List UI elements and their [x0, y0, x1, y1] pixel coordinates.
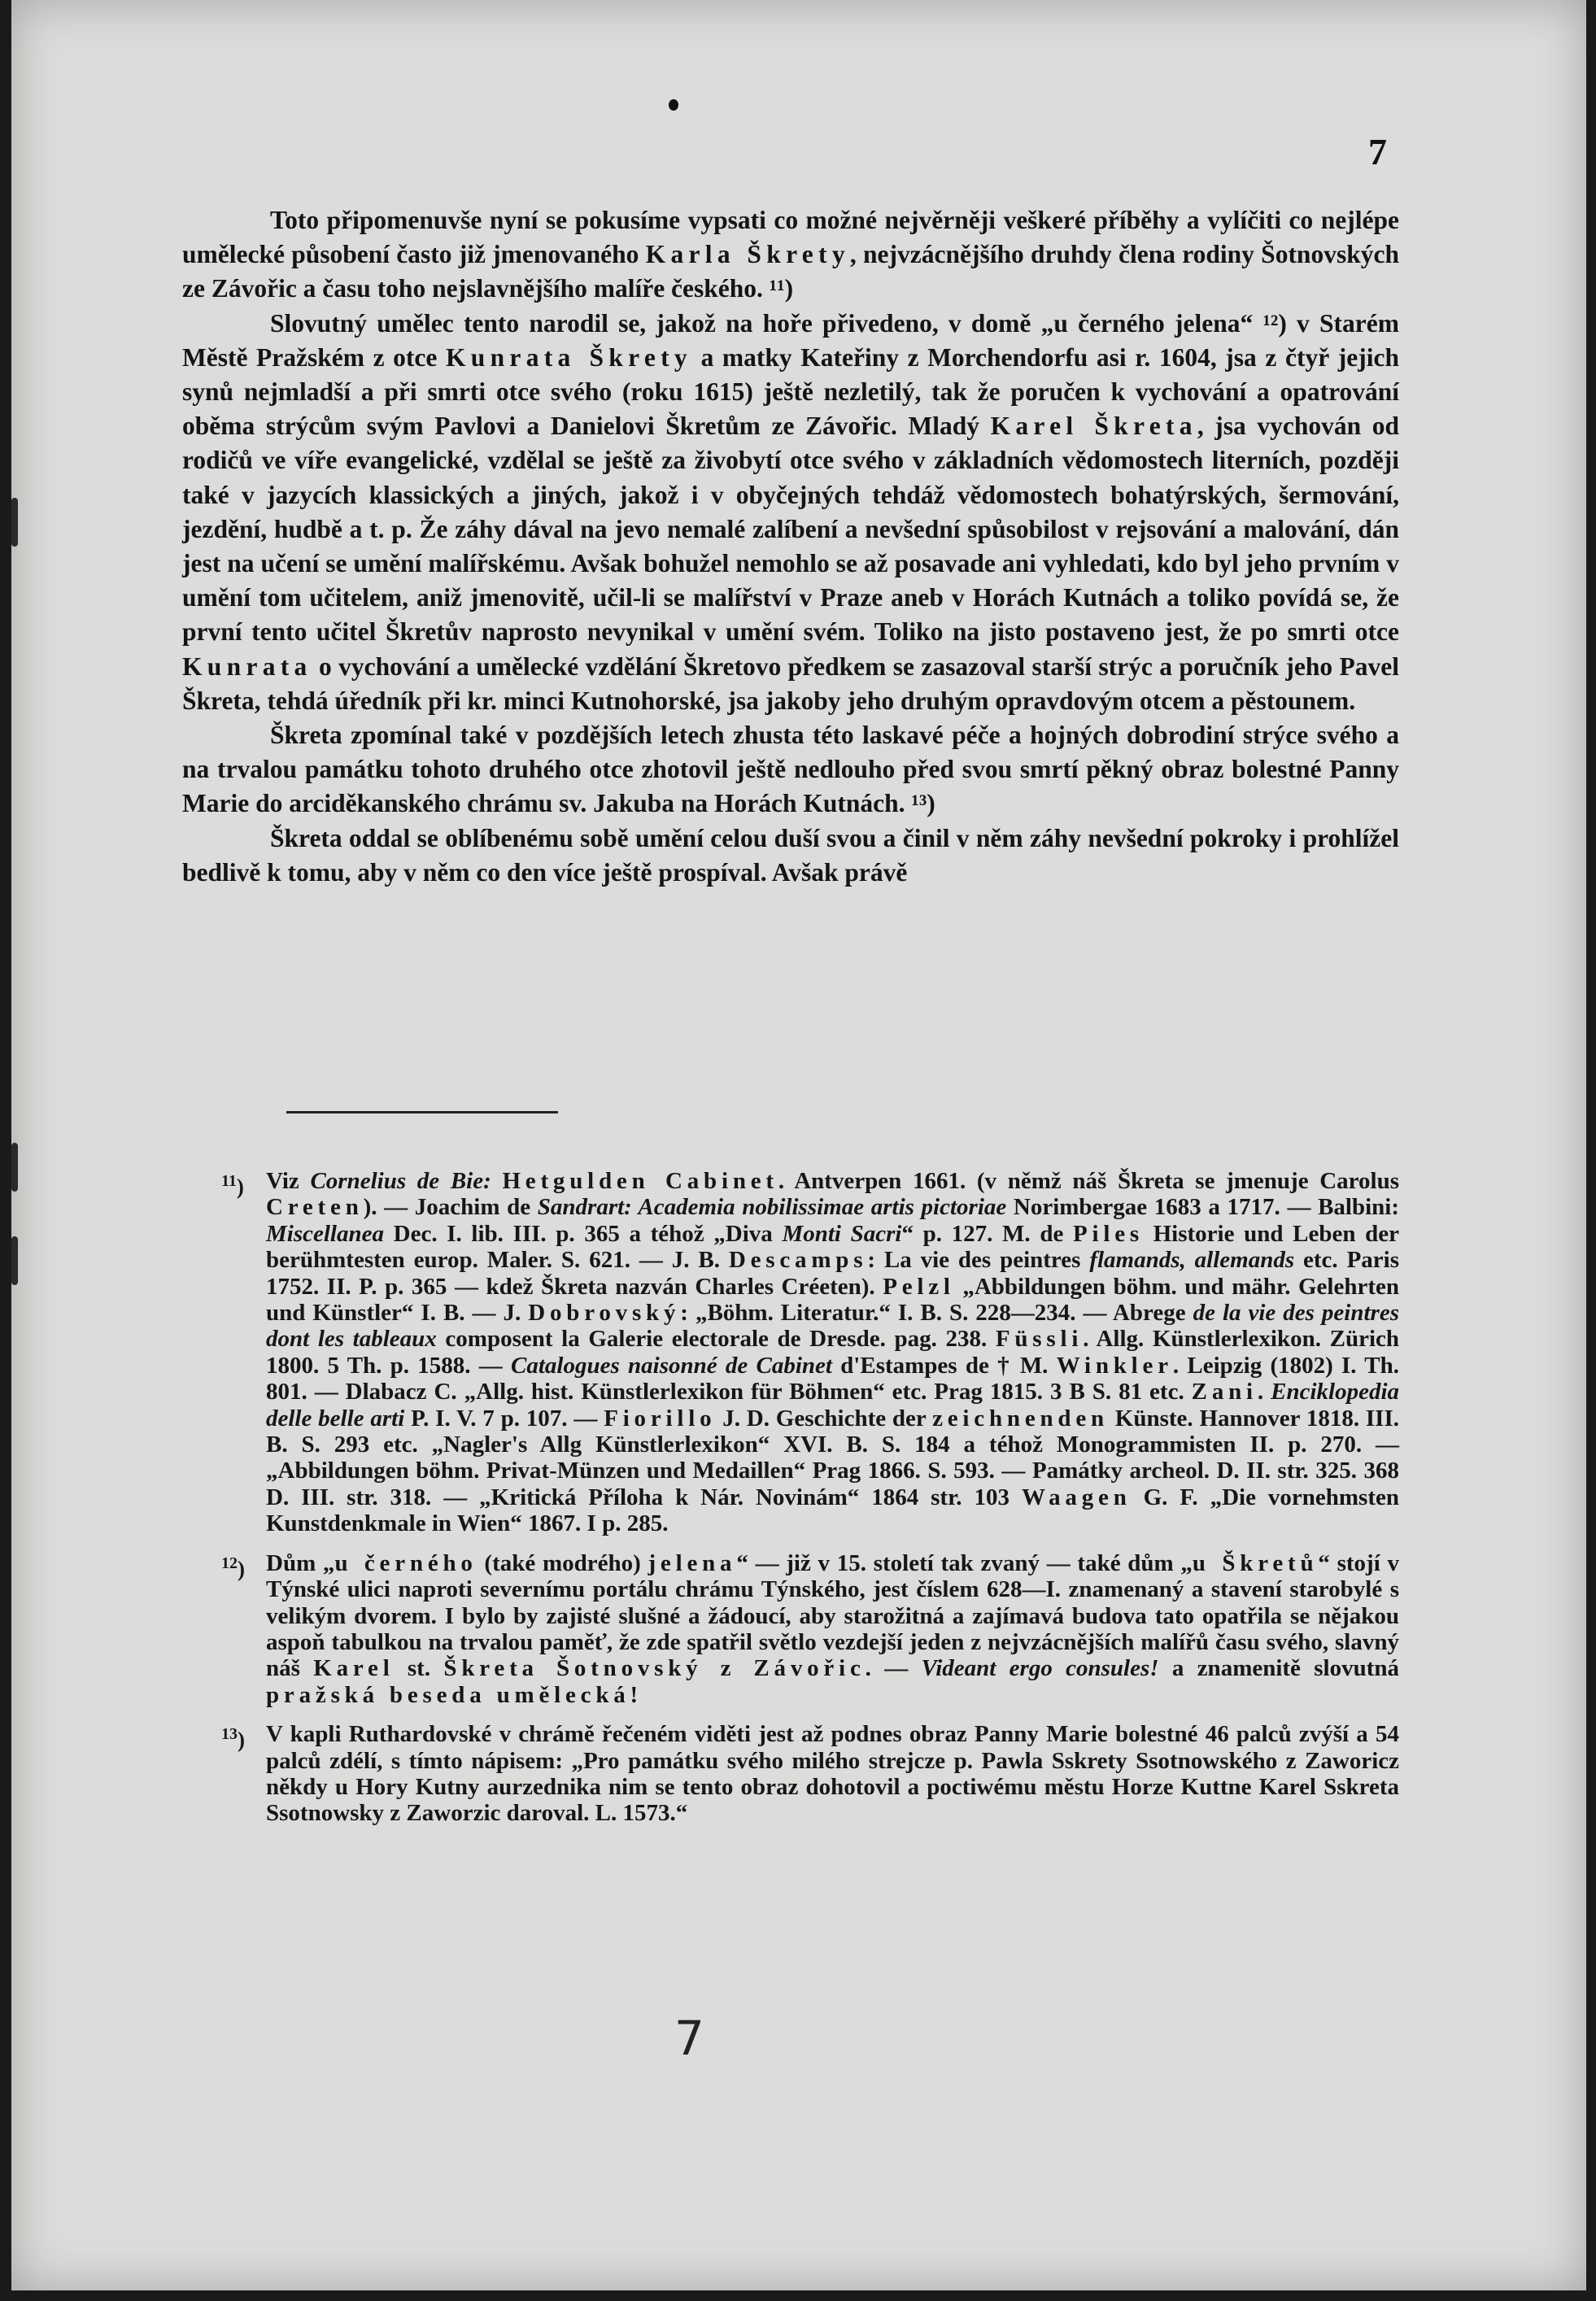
text-run: J. D. Geschichte der [716, 1405, 933, 1432]
text-run: Historie und Leben der berühmtesten europ. Maler. S. 621. — J. B. [266, 1220, 1400, 1274]
paragraph [182, 203, 1399, 307]
spaced-name: pražská beseda umělecká! [266, 1681, 643, 1708]
footnote-mark: $^{11}$) [221, 1172, 244, 1199]
italic-title: Miscellanea [266, 1220, 384, 1247]
text-run: Künste. Hannover 1818. III. B. S. 293 etc. „Nagler's Allg Künstlerlexikon“ XVI. B. S. 184 a téhož Monogrammisten II. p. 270. — „Abbildungen böhm. Privat-Münzen und Medaillen“ Prag 1866. S. 593. — Památky archeol. D. II. str. 325. 368 D. III. str. 318. — „Kritická Příloha k Nár. Novinám“ 1864 str. 103 [266, 1405, 1399, 1510]
paragraph [182, 821, 1399, 890]
text-run: , nejvzácnějšího druhdy člena rodiny Šotnovských ze Závořic a času toho nejslavnějšího malíře českého. ¹¹) [182, 240, 1399, 303]
footnote-text [266, 1550, 1399, 1708]
handwritten-mark: 7 [674, 2011, 704, 2066]
binding-mark [11, 498, 18, 547]
text-run: „Abbildungen böhm. und mähr. Gelehrten und Künstler“ I. B. — J. [266, 1273, 1399, 1327]
spaced-name: Fiorillo [604, 1405, 717, 1432]
spaced-name: Kunrata [182, 652, 312, 681]
text-run: . Allg. Künstlerlexikon. Zürich 1800. 5 Th. p. 1588. — [266, 1326, 1399, 1379]
text-run: Dům „ [266, 1549, 335, 1576]
spaced-name: Füssli [995, 1326, 1084, 1353]
spaced-name: Winkler [1056, 1352, 1173, 1379]
italic-title: flamands, allemands [1089, 1247, 1295, 1274]
text-run: “ p. 127. M. de [901, 1220, 1073, 1247]
binding-mark [11, 1143, 18, 1192]
text-run: V kapli Ruthardovské v chrámě řečeném viděti jest až podnes obraz Panny Marie bolestné 46 palců zvýší a 54 palců zdélí, s tímto nápisem: „Pro památku svého milého strejcze p. Pawla Sskrety Ssotnowského z Zaworicz někdy u Hory Kutny aurzednika nim se tento obraz dohotovil a poctiwému městu Horze Kuttne Karel Sskreta Ssotnowsky z Zaworzic daroval. L. 1573.“ [266, 1721, 1399, 1827]
text-run: Škreta zpomínal také v pozdějších letech zhusta této laskavé péče a hojných dobrodiní strýce svého a na trvalou památku tohoto druhého otce zhotovil ještě nedlouho před svou smrtí pěkný obraz bolestné Panny Marie do arciděkanského chrámu sv. Jakuba na Horách Kutnách. ¹³) [182, 721, 1399, 818]
binding-mark [11, 1236, 18, 1285]
spaced-name: Karel Škreta [990, 412, 1197, 441]
footnote-mark: $^{12}$) [221, 1554, 245, 1581]
spaced-name: Škreta Šotnovský z Závořic [443, 1655, 866, 1682]
paragraph [182, 307, 1399, 718]
spaced-name: u černého [334, 1549, 477, 1576]
spaced-name: Dobrovský [528, 1300, 681, 1327]
footnotes [221, 1168, 1399, 1840]
footnote-text [266, 1168, 1399, 1536]
ink-dot [669, 99, 678, 111]
spaced-name: jelena [648, 1549, 737, 1576]
text-run: o vychování a umělecké vzdělání Škretovo předkem se zasazoval starší strýc a poručník jeho Pavel Škreta, tehdá úředník při kr. minci Kutnohorské, jsa jakoby jeho druhým opravdovým otcem a pěstounem. [182, 652, 1399, 715]
spaced-name: Creten [266, 1194, 364, 1221]
text-run: . Antverpen 1661. (v němž náš Škreta se jmenuje Carolus [778, 1168, 1400, 1194]
page-number: 7 [1368, 131, 1387, 172]
spaced-name: Pelzl [883, 1273, 955, 1300]
spaced-name: Descamps [728, 1247, 868, 1274]
spaced-name: u Škretů [1192, 1549, 1319, 1576]
text-run: . [1257, 1379, 1271, 1405]
text-run: Škreta oddal se oblíbenému sobě umění celou duší svou a činil v něm záhy nevšední pokroky i prohlížel bedlivě k tomu, aby v něm co den více ještě prospíval. Avšak právě [182, 823, 1399, 887]
italic-title: de la vie des peintres dont les tableaux [266, 1300, 1399, 1353]
text-run: d'Estampes de † M. [831, 1352, 1057, 1379]
text-run: G. F. „Die vornehmsten Kunstdenkmale in Wien“ 1867. I p. 285. [266, 1484, 1399, 1537]
spaced-name: Karel [313, 1655, 395, 1682]
footnote [221, 1168, 1399, 1537]
spaced-name: Kunrata Škrety [445, 342, 692, 372]
text-run: (také modrého) [477, 1549, 648, 1576]
text-run: . Leipzig (1802) I. Th. 801. — Dlabacz C. „Allg. hist. Künstlerlexikon für Böhmen“ etc. Prag 1815. 3 B S. 81 etc. [266, 1352, 1399, 1405]
spaced-name: Waagen [1021, 1484, 1132, 1510]
text-run [491, 1168, 503, 1194]
footnote-divider [286, 1111, 558, 1113]
italic-title: Monti Sacri [782, 1220, 902, 1247]
text-run: etc. Paris 1752. II. P. p. 365 — kdež Škreta nazván Charles Créeten). [266, 1247, 1400, 1300]
document-page [11, 0, 1586, 2290]
text-run: Dec. I. lib. III. p. 365 a téhož „Diva [384, 1220, 783, 1247]
text-run: st. [394, 1655, 444, 1682]
text-run: : „Böhm. Literatur.“ I. B. S. 228—234. — Abrege [680, 1300, 1193, 1327]
spaced-name: Hetgulden Cabinet [502, 1168, 778, 1194]
text-run: Viz [266, 1168, 311, 1194]
text-run: Toto připomenuvše nyní se pokusíme vypsati co možné nejvěrněji veškeré příběhy a vylíčiti co nejlépe umělecké působení často již jmenovaného [182, 206, 1399, 269]
text-run: Slovutný umělec tento narodil se, jakož na hoře přivedeno, v domě „u černého jelena“ ¹²) v Starém Městě Pražském z otce [182, 308, 1399, 372]
footnote [221, 1550, 1399, 1708]
spaced-name: zeichnenden [932, 1405, 1109, 1432]
text-run: “ stojí v Týnské ulici naproti severnímu portálu chrámu Týnského, jest číslem 628—I. znamenaný a stavení starobylé s velikým dvorem. I bylo by zajisté slušné a žádoucí, aby starožitná a zajímavá budova tato opatřila se nějakou aspoň tabulkou na trvalou paměť, že zde spatřil světlo vezdejší jeden z nejvzácnějších malířů času svého, slavný náš [266, 1549, 1399, 1682]
italic-title: Enciklopedia delle belle arti [266, 1379, 1400, 1432]
text-run: composent la Galerie electorale de Dresde. pag. 238. [436, 1326, 996, 1353]
footnote-text [266, 1721, 1399, 1826]
spaced-name: Karla Škrety [645, 240, 850, 269]
text-run: P. I. V. 7 p. 107. — [404, 1405, 604, 1432]
paragraph [182, 718, 1399, 821]
text-run: . — [865, 1655, 922, 1682]
text-run: : La vie des peintres [867, 1247, 1090, 1274]
text-run: a matky Kateřiny z Morchendorfu asi r. 1604, jsa z čtyř jejich synů nejmladší a při smrti otce svého (roku 1615) ještě nezletilý, tak že poručen k vychování a opatrování oběma strýcům svým Pavlovi a Danielovi Škretům ze Závořic. Mladý [182, 342, 1399, 441]
spaced-name: Zani [1191, 1379, 1258, 1405]
text-run: “ — již v 15. století tak zvaný — také dům „ [736, 1549, 1193, 1576]
text-run: Norimbergae 1683 a 1717. — Balbini: [1006, 1194, 1400, 1221]
footnote [221, 1721, 1399, 1827]
italic-title: Cornelius de Bie: [310, 1168, 491, 1194]
main-text [182, 203, 1399, 890]
text-run: a znamenitě slovutná [1158, 1655, 1399, 1682]
italic-title: Catalogues naisonné de Cabinet [511, 1352, 832, 1379]
text-run: ). — Joachim de [363, 1194, 538, 1221]
footnote-mark: $^{13}$) [221, 1725, 245, 1753]
italic-title: Sandrart: Academia nobilissimae artis pictoriae [537, 1194, 1007, 1221]
text-run: , jsa vychován od rodičů ve víře evangelické, vzdělal se ještě za živobytí otce svého v základních vědomostech literních, později také v jazycích klassických a jiných, jakož i v obyčejných tehdáž vědomostech bohatýrských, šermování, jezdění, hudbě a t. p. Že záhy dával na jevo nemalé zalíbení a nevšední spůsobilost v rejsování a malování, dán jest na učení se umění malířskému. Avšak bohužel nemohlo se až posavade ani vyhledati, kdo byl jeho prvním v umění tom učitelem, aniž jmenovitě, učil-li se malířství v Praze aneb v Horách Kutnách a toliko povídá se, že první tento učitel Škretův naprosto nevynikal v umění svém. Toliko na jisto postaveno jest, že po smrti otce [182, 412, 1399, 647]
italic-title: Videant ergo consules! [921, 1655, 1159, 1682]
spaced-name: Piles [1072, 1220, 1144, 1247]
